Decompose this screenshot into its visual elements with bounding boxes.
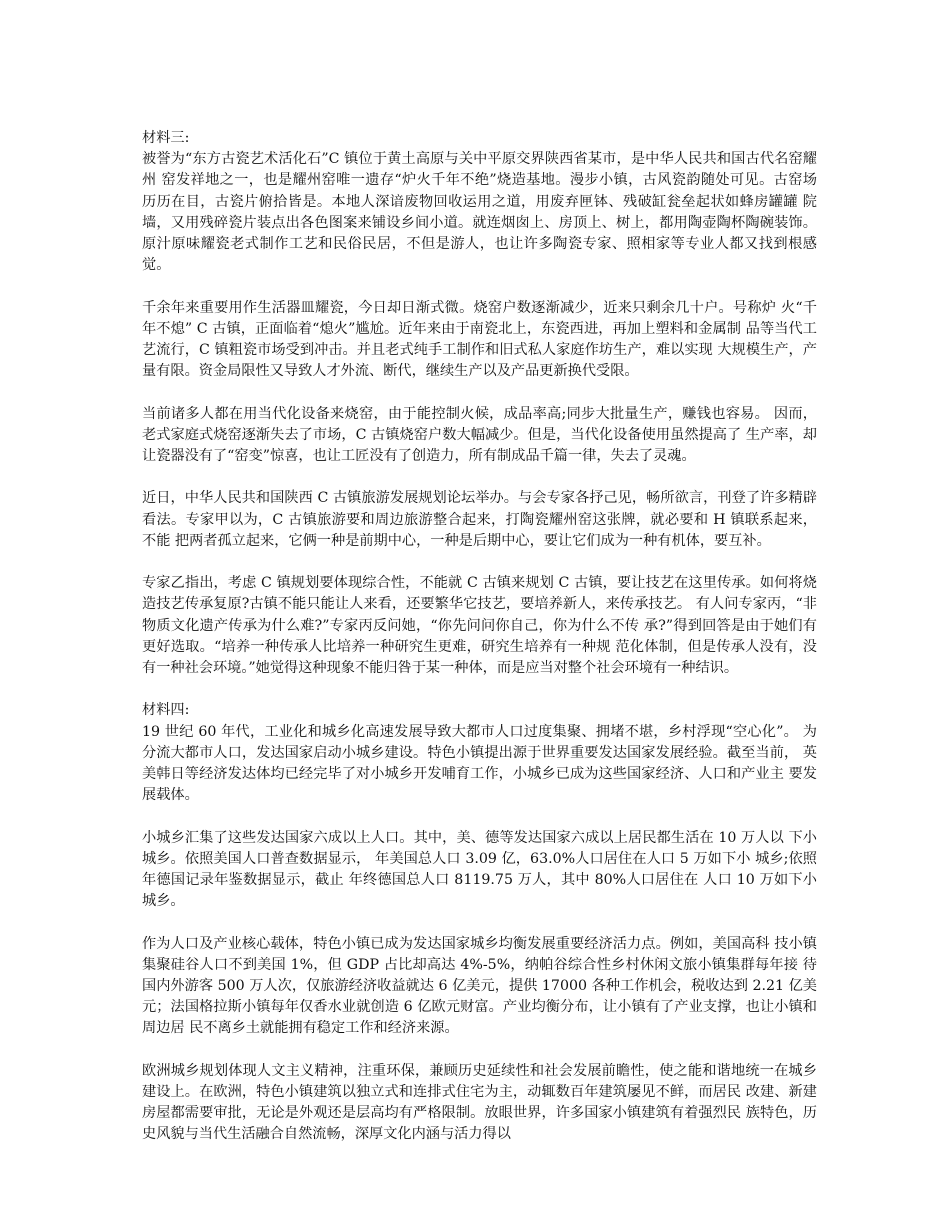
material-4-paragraph-1: 19 世纪 60 年代，工业化和城乡化高速发展导致大都市人口过度集聚、拥堵不堪，乡村浮现“空心化”。 为分流大都市人口，发达国家启动小城乡建设。特色小镇提出源于世界重要发达国家发展经验。截至当前， 英美韩日等经济发达体均已经完毕了对小城乡开发哺育工作，小城乡已成为这些国家经济、人口和产业主 要发展载体。 [142,723,817,804]
material-3-paragraph-1: 被誉为“东方古瓷艺术活化石”C 镇位于黄土高原与关中平原交界陕西省某市，是中华人民共和国古代名窑耀州 窑发祥地之一，也是耀州窑唯一遗存“炉火千年不绝”烧造基地。漫步小镇，古风瓷韵随处可见。古窑场 历历在目，古瓷片俯拾皆是。本地人深谙废物回收运用之道，用废弃匣钵、残破缸瓮垒起状如蜂房罐罐 院墙，又用残碎瓷片装点出各色图案来铺设乡间小道。就连烟囱上、房顶上、树上，都用陶壶陶杯陶碗装饰。 原汁原味耀瓷老式制作工艺和民俗民居，不但是游人，也让许多陶瓷专家、照相家等专业人都又找到根感觉。 [142,151,817,274]
material-4-paragraph-2: 小城乡汇集了这些发达国家六成以上人口。其中，美、德等发达国家六成以上居民都生活在 10 万人以 下小城乡。依照美国人口普查数据显示， 年美国总人口 3.09 亿，63.0%人口居住在人口 5 万如下小 城乡;依照 年德国记录年鉴数据显示，截止 年终德国总人口 8119.75 万人，其中 80%人口居住在 人口 10 万如下小城乡。 [142,829,817,910]
material-4-paragraph-4: 欧洲城乡规划体现人文主义精神，注重环保，兼顾历史延续性和社会发展前瞻性，使之能和谐地统一在城乡建设上。在欧洲，特色小镇建筑以独立式和连排式住宅为主，动辄数百年建筑屡见不鲜，而居民 改建、新建房屋都需要审批，无论是外观还是层高均有严格限制。放眼世界，许多国家小镇建筑有着强烈民 族特色，历史风貌与当代生活融合自然流畅，深厚文化内涵与活力得以 [142,1062,817,1143]
material-4-heading: 材料四: [142,702,190,719]
material-4-paragraph-3: 作为人口及产业核心载体，特色小镇已成为发达国家城乡均衡发展重要经济活力点。例如，美国高科 技小镇集聚硅谷人口不到美国 1%，但 GDP 占比却高达 4%-5%，纳帕谷综合性乡村休闲文旅小镇集群每年接 待国内外游客 500 万人次，仅旅游经济收益就达 6 亿美元，提供 17000 各种工作机会，税收达到 2.21 亿美元；法国格拉斯小镇每年仅香水业就创造 6 亿欧元财富。产业均衡分布，让小镇有了产业支撑，也让小镇和周边居 民不离乡土就能拥有稳定工作和经济来源。 [142,935,817,1037]
material-3-paragraph-2: 千余年来重要用作生活器皿耀瓷，今日却日渐式微。烧窑户数逐渐减少，近来只剩余几十户。号称炉 火“千年不熄” C 古镇，正面临着“熄火”尴尬。近年来由于南瓷北上，东瓷西进，再加上塑料和金属制 品等当代工艺流行，C 镇粗瓷市场受到冲击。并且老式纯手工制作和旧式私人家庭作坊生产，难以实现 大规模生产，产量有限。资金局限性又导致人才外流、断代，继续生产以及产品更新换代受限。 [142,299,817,380]
material-3-heading: 材料三: [142,130,190,146]
material-4-section [142,700,817,1145]
material-3-paragraph-4: 近日，中华人民共和国陕西 C 古镇旅游发展规划论坛举办。与会专家各抒己见，畅所欲言，刊登了许多精辟看法。专家甲以为，C 古镇旅游要和周边旅游整合起来，打陶瓷耀州窑这张牌，就必要和 H 镇联系起来，不能 把两者孤立起来，它俩一种是前期中心，一种是后期中心，要让它们成为一种有机体，要互补。 [142,490,817,549]
material-3-section [142,128,817,679]
material-3-paragraph-5: 专家乙指出，考虑 C 镇规划要体现综合性，不能就 C 古镇来规划 C 古镇，要让技艺在这里传承。如何将烧造技艺传承复原?古镇不能只能让人来看，还要繁华它技艺，要培养新人，来传承技艺。 有人问专家丙，“非物质文化遗产传承为什么难?”专家丙反问她，“你先问问你自己，你为什么不传 承?”得到回答是由于她们有更好选取。“培养一种传承人比培养一种研究生更难，研究生培养有一种规 范化体制，但是传承人没有，没有一种社会环境。”她觉得这种现象不能归咎于某一种体，而是应当对整个社会环境有一种结识。 [142,575,817,677]
material-3-paragraph-3: 当前诸多人都在用当代化设备来烧窑，由于能控制火候，成品率高;同步大批量生产，赚钱也容易。 因而，老式家庭式烧窑逐渐失去了市场，C 古镇烧窑户数大幅减少。但是，当代化设备使用虽然提高了 生产率，却让瓷器没有了“窑变”惊喜，也让工匠没有了创造力，所有制成品千篇一律，失去了灵魂。 [142,405,817,465]
document-page [142,128,817,1146]
